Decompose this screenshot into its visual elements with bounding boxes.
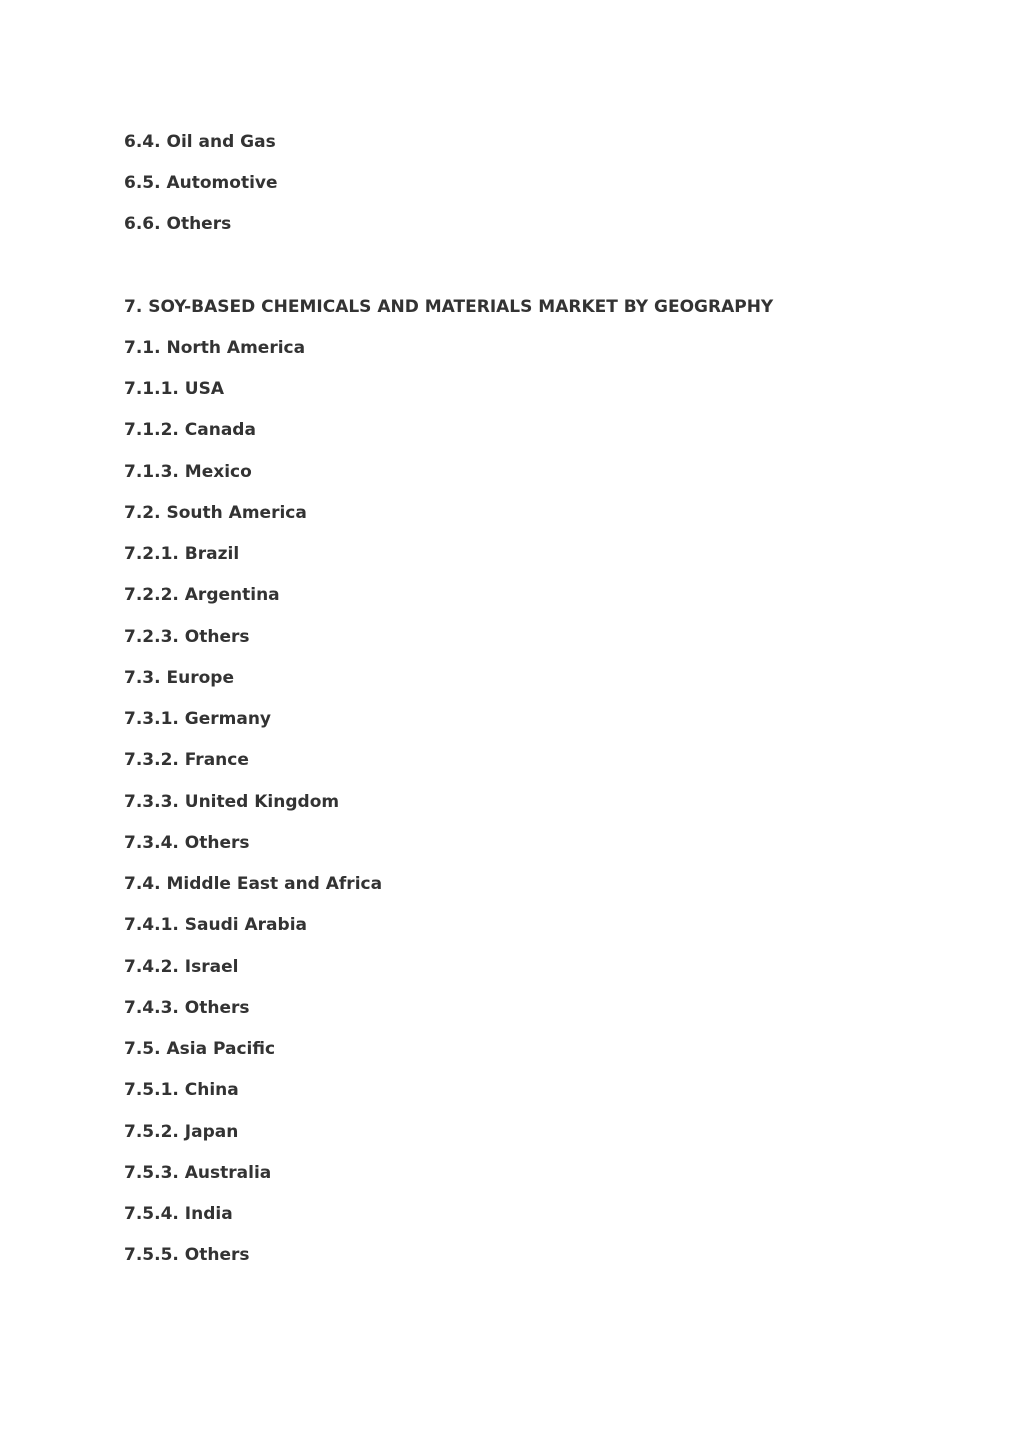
toc-entry: 7.1.3. Mexico (124, 462, 252, 482)
toc-entry: 6.4. Oil and Gas (124, 132, 276, 152)
toc-entry: 7.5.5. Others (124, 1245, 250, 1265)
toc-entry: 6.5. Automotive (124, 173, 278, 193)
toc-entry: 7.3.3. United Kingdom (124, 792, 340, 812)
toc-entry: 7.5.2. Japan (124, 1122, 239, 1142)
toc-entry: 6.6. Others (124, 214, 232, 234)
toc-entry: 7.1.1. USA (124, 379, 224, 399)
toc-entry: 7.2. South America (124, 503, 307, 523)
toc-entry: 7.2.2. Argentina (124, 585, 280, 605)
toc-entry: 7.3.2. France (124, 750, 249, 770)
toc-entry: 7.4. Middle East and Africa (124, 874, 383, 894)
toc-entry: 7.4.2. Israel (124, 957, 239, 977)
toc-entry: 7.3. Europe (124, 668, 234, 688)
toc-entry: 7.3.1. Germany (124, 709, 272, 729)
toc-entry: 7.3.4. Others (124, 833, 250, 853)
toc-entry: 7.4.1. Saudi Arabia (124, 915, 307, 935)
toc-entry: 7.5.1. China (124, 1080, 239, 1100)
toc-entry: 7.2.3. Others (124, 627, 250, 647)
toc-entry: 7.4.3. Others (124, 998, 250, 1018)
toc-entry: 7.2.1. Brazil (124, 544, 240, 564)
toc-entry: 7.5.3. Australia (124, 1163, 272, 1183)
toc-entry: 7.5.4. India (124, 1204, 233, 1224)
toc-entry: 7.5. Asia Pacific (124, 1039, 276, 1059)
toc-entry: 7.1.2. Canada (124, 420, 256, 440)
section-heading: 7. SOY-BASED CHEMICALS AND MATERIALS MARKET BY GEOGRAPHY (124, 297, 774, 317)
toc-entry: 7.1. North America (124, 338, 306, 358)
